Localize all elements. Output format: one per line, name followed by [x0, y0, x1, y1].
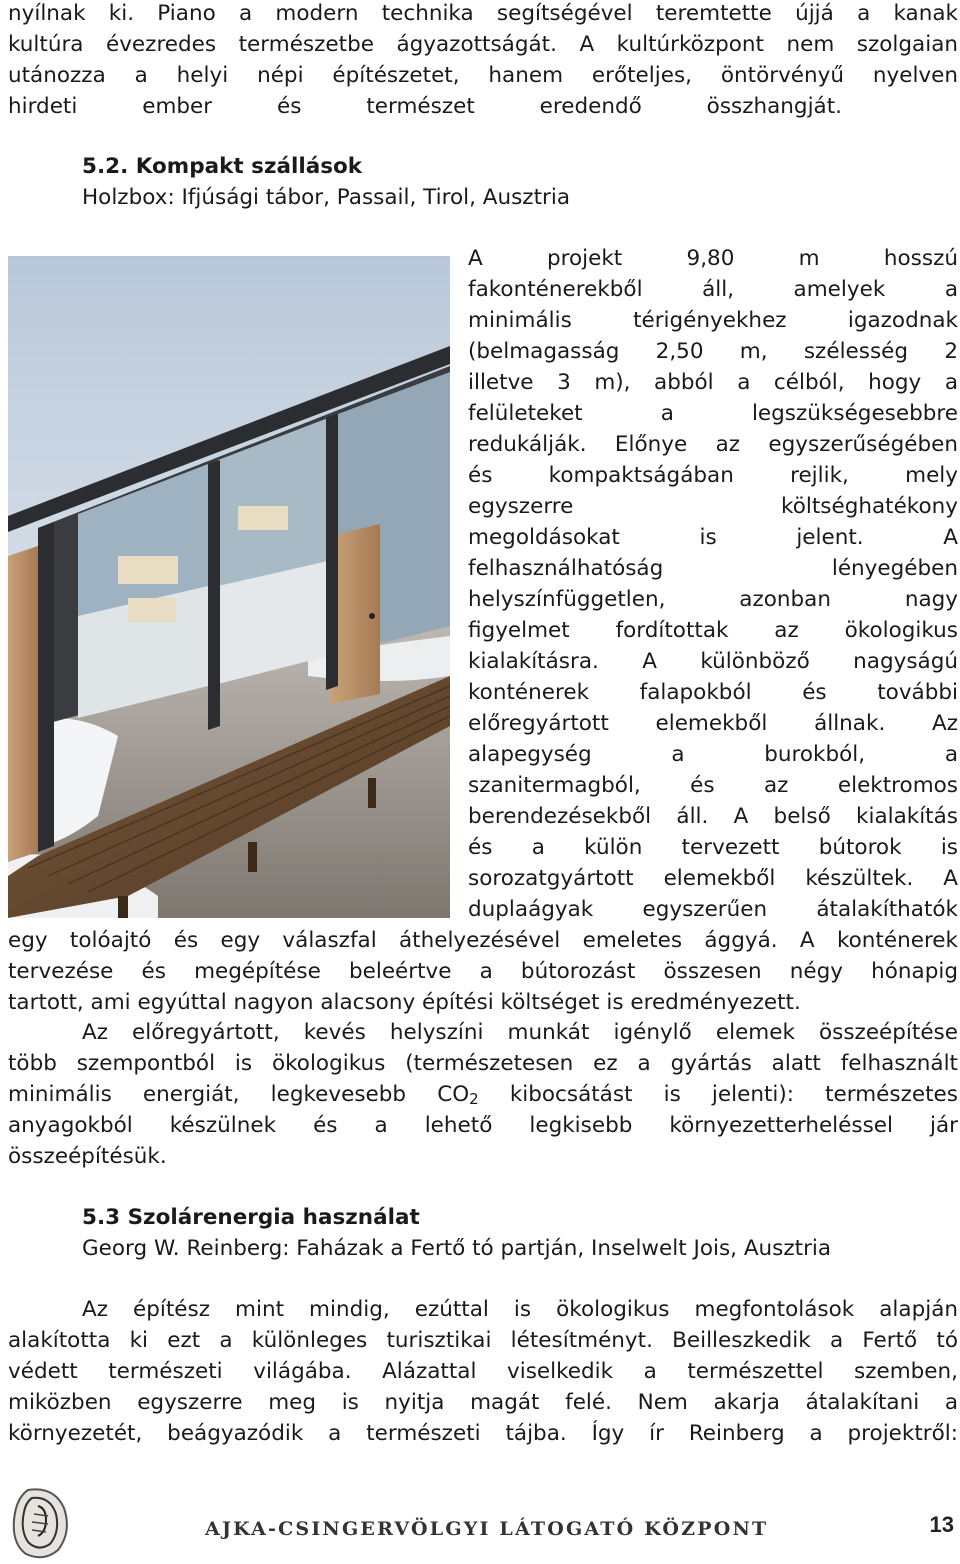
text-line: sorozatgyártott elemekből készültek. A: [468, 866, 958, 891]
text-line: Az előregyártott, kevés helyszíni munkát igénylő elemek összeépítése: [82, 1020, 958, 1045]
text-line: nyílnak ki. Piano a modern technika segítségével teremtette újjá a kanak: [8, 1, 958, 26]
text-line: tartott, ami egyúttal nagyon alacsony építési költséget is eredményezett.: [8, 990, 801, 1015]
text-line: konténerek falapokból és további: [468, 680, 958, 705]
text-line: utánozza a helyi népi építészetet, hanem erőteljes, öntörvényű nyelven: [8, 63, 958, 88]
text-line: egy tolóajtó és egy válaszfal áthelyezésével emeletes ággyá. A konténerek: [8, 928, 958, 953]
footer-title: AJKA-CSINGERVÖLGYI LÁTOGATÓ KÖZPONT: [205, 1518, 769, 1540]
text-line: duplaágyak egyszerűen átalakíthatók: [468, 897, 958, 922]
text-line: kialakításra. A különböző nagyságú: [468, 649, 958, 674]
text-line: és a külön tervezett bútorok is: [468, 835, 958, 860]
text-line: hirdeti ember és természet eredendő összhangját.: [8, 94, 842, 119]
text-line: védett természeti világába. Alázattal viselkedik a természettel szemben,: [8, 1359, 958, 1384]
text-line: figyelmet fordítottak az ökologikus: [468, 618, 958, 643]
section-heading: 5.3 Szolárenergia használat: [82, 1205, 420, 1230]
text-line: miközben egyszerre meg is nyitja magát felé. Nem akarja átalakítani a: [8, 1390, 958, 1415]
text-line: anyagokból készülnek és a lehető legkisebb környezetterheléssel jár: [8, 1113, 958, 1138]
fossil-logo-icon: [10, 1486, 72, 1560]
page-number: 13: [929, 1512, 954, 1537]
text-fragment: minimális energiát, legkevesebb CO: [8, 1082, 470, 1107]
text-line: felületeket a legszükségesebbre: [468, 401, 958, 426]
text-line: redukálják. Előnye az egyszerűségében: [468, 432, 958, 457]
text-line: és kompaktságában rejlik, mely: [468, 463, 958, 488]
text-line: környezetét, beágyazódik a természeti tájba. Így ír Reinberg a projektről:: [8, 1421, 958, 1446]
text-line: szanitermagból, és az elektromos: [468, 773, 958, 798]
text-line: A projekt 9,80 m hosszú: [468, 246, 958, 271]
text-line: egyszerre költséghatékony: [468, 494, 958, 519]
text-line: minimális térigényekhez igazodnak: [468, 308, 958, 333]
section-subtitle: Georg W. Reinberg: Faházak a Fertő tó partján, Inselwelt Jois, Ausztria: [82, 1236, 832, 1261]
text-line: több szempontból is ökologikus (természetesen ez a gyártás alatt felhasznált: [8, 1051, 958, 1076]
text-line: összeépítésük.: [8, 1144, 167, 1169]
holzbox-photo: [8, 256, 450, 918]
section-subtitle: Holzbox: Ifjúsági tábor, Passail, Tirol, Ausztria: [82, 185, 570, 210]
text-line: illetve 3 m), abból a célból, hogy a: [468, 370, 958, 395]
text-line: felhasználhatóság lényegében: [468, 556, 958, 581]
text-line: (belmagasság 2,50 m, szélesség 2: [468, 339, 958, 364]
text-line: Az építész mint mindig, ezúttal is ökologikus megfontolások alapján: [82, 1297, 958, 1322]
text-line: alakította ki ezt a különleges turisztikai létesítményt. Beilleszkedik a Fertő tó: [8, 1328, 958, 1353]
section-heading: 5.2. Kompakt szállások: [82, 154, 363, 179]
text-line: előregyártott elemekből állnak. Az: [468, 711, 958, 736]
text-line: helyszínfüggetlen, azonban nagy: [468, 587, 958, 612]
text-line: fakonténerekből áll, amelyek a: [468, 277, 958, 302]
text-line: megoldásokat is jelent. A: [468, 525, 958, 550]
text-line: tervezése és megépítése beleértve a bútorozást összesen négy hónapig: [8, 959, 958, 984]
text-line: alapegység a burokból, a: [468, 742, 958, 767]
subscript: 2: [469, 1090, 479, 1108]
text-line: kultúra évezredes természetbe ágyazottságát. A kultúrközpont nem szolgaian: [8, 32, 958, 57]
text-line: berendezésekből áll. A belső kialakítás: [468, 804, 958, 829]
text-fragment: kibocsátást is jelenti): természetes: [478, 1082, 958, 1107]
